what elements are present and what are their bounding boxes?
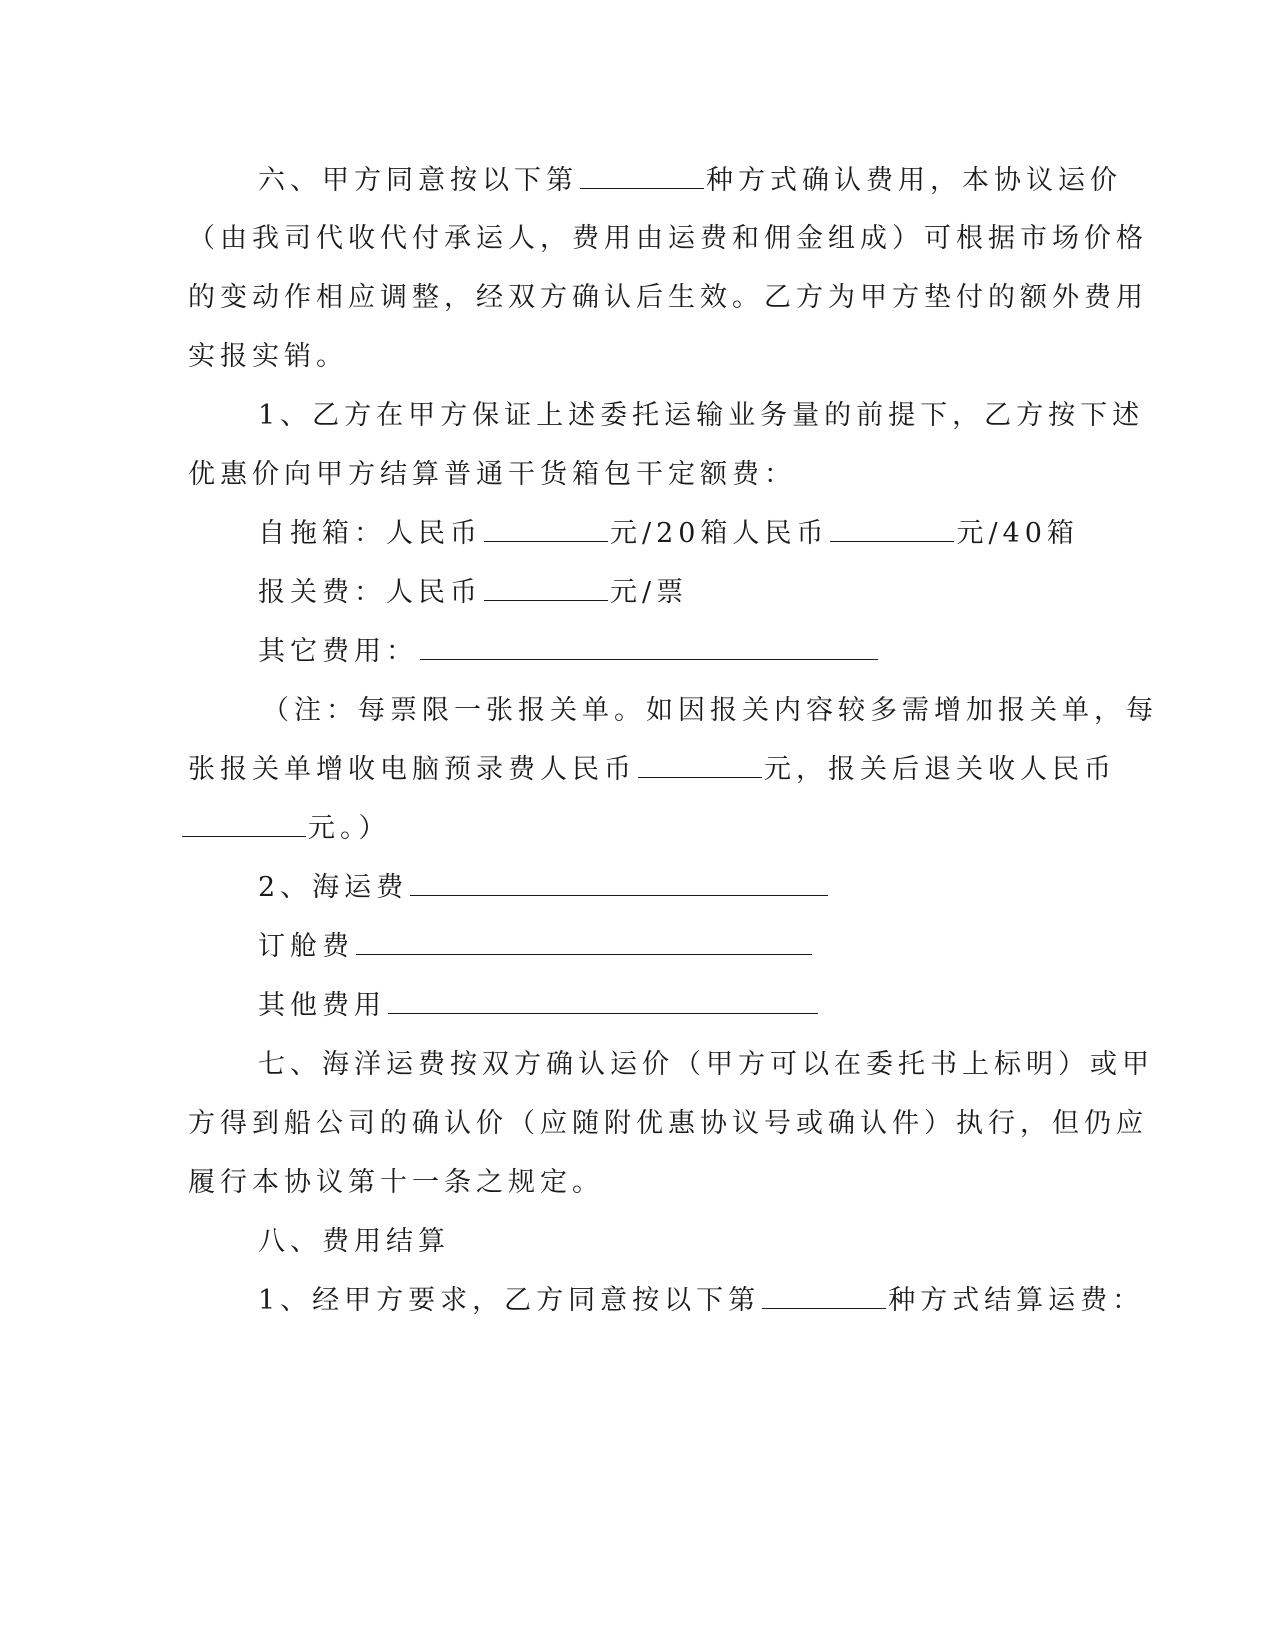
note-line-2 <box>188 753 1116 787</box>
section-8-title: 八、费用结算 <box>258 1226 450 1257</box>
fill-in-blank[interactable] <box>484 517 608 542</box>
sea-freight-label: 2、海运费 <box>258 872 409 903</box>
other-charges-label: 其他费用 <box>258 990 386 1021</box>
section-7-line-1: 七、海洋运费按双方确认运价（甲方可以在委托书上标明）或甲 <box>258 1049 1154 1080</box>
note-line-1: （注：每票限一张报关单。如因报关内容较多需增加报关单，每 <box>262 695 1158 726</box>
fill-in-blank[interactable] <box>388 989 818 1014</box>
fill-in-blank[interactable] <box>420 635 878 660</box>
fill-in-blank[interactable] <box>830 517 954 542</box>
fill-in-blank[interactable] <box>484 576 608 601</box>
fill-in-blank[interactable] <box>356 930 812 955</box>
booking-fee-label: 订舱费 <box>258 931 354 962</box>
fill-in-blank[interactable] <box>182 812 306 837</box>
booking-fee-line <box>258 930 814 964</box>
section-6-line-4: 实报实销。 <box>188 341 348 372</box>
note-text: 张报关单增收电脑预录费人民币 <box>188 754 636 785</box>
section-6-text: 种方式确认费用，本协议运价 <box>706 165 1122 196</box>
section-6-line-2: （由我司代收代付承运人，费用由运费和佣金组成）可根据市场价格 <box>188 223 1148 254</box>
sea-freight-line <box>258 871 830 905</box>
section-7-line-2: 方得到船公司的确认价（应随附优惠协议号或确认件）执行，但仍应 <box>188 1108 1148 1139</box>
note-text: 元，报关后退关收人民币 <box>764 754 1116 785</box>
section-6-line-1 <box>258 164 1122 198</box>
item-1-line-1: 1、乙方在甲方保证上述委托运输业务量的前提下，乙方按下述 <box>258 400 1145 431</box>
fill-in-blank[interactable] <box>580 164 704 189</box>
truck-fee-line <box>258 517 1079 551</box>
fill-in-blank[interactable] <box>410 871 828 896</box>
other-fees-label: 其它费用： <box>258 636 418 667</box>
section-8-text: 1、经甲方要求，乙方同意按以下第 <box>258 1285 761 1316</box>
fill-in-blank[interactable] <box>762 1284 886 1309</box>
other-charges-line <box>258 989 820 1023</box>
customs-fee-label: 报关费：人民币 <box>258 577 482 608</box>
truck-fee-unit-40: 元/40箱 <box>956 518 1079 549</box>
section-8-line-1 <box>258 1284 1144 1318</box>
section-7-line-3: 履行本协议第十一条之规定。 <box>188 1167 604 1198</box>
fill-in-blank[interactable] <box>638 753 762 778</box>
customs-fee-unit: 元/票 <box>610 577 689 608</box>
customs-fee-line <box>258 576 688 610</box>
section-6-line-3: 的变动作相应调整，经双方确认后生效。乙方为甲方垫付的额外费用 <box>188 282 1148 313</box>
item-1-line-2: 优惠价向甲方结算普通干货箱包干定额费： <box>188 459 796 490</box>
truck-fee-unit-20: 元/20箱人民币 <box>610 518 829 549</box>
note-line-3 <box>188 812 391 846</box>
truck-fee-label: 自拖箱：人民币 <box>258 518 482 549</box>
note-text: 元。） <box>308 813 391 844</box>
section-6-text: 六、甲方同意按以下第 <box>258 165 578 196</box>
other-fees-line <box>258 635 880 669</box>
section-8-text: 种方式结算运费： <box>888 1285 1145 1316</box>
